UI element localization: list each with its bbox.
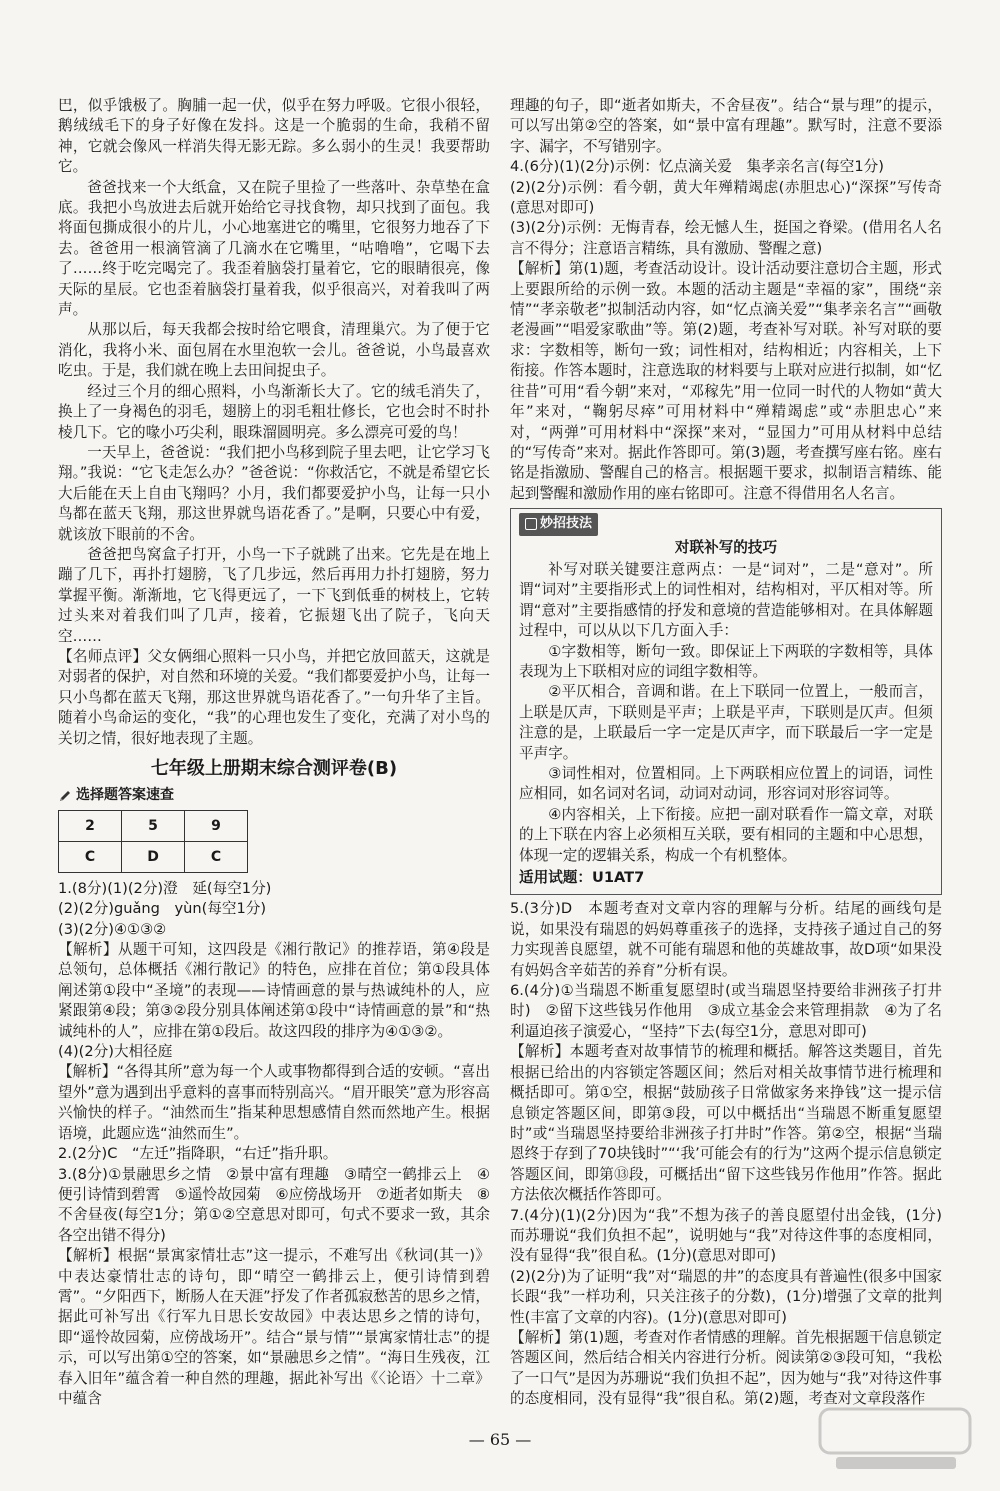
answer-line: 理趣的句子，即“逝者如斯夫，不舍昼夜”。结合“景与理”的提示，可以写出第②空的答案，如“景中富有理趣”。默写时，注意不要添字、漏字，不写错别字。	[510, 97, 942, 155]
answer-line: (3)(2分)④①③②	[58, 920, 167, 938]
tip-box	[510, 508, 942, 895]
question-number-cell: 9	[185, 810, 248, 841]
answer-line: (2)(2分)为了证明“我”对“瑞恩的井”的态度具有普遍性(很多中国家长跟“我”一样功利，只关注孩子的分数)，(1分)增强了文章的批判性(丰富了文章的内容)。(1分)(意思对即可)	[510, 1267, 942, 1326]
story-paragraph: 一天早上，爸爸说：“我们把小鸟移到院子里去吧，让它学习飞翔。”我说：“它飞走怎么办？”爸爸说：“你救活它，不就是希望它长大后能在天上自由飞翔吗？小月，我们都要爱护小鸟，让每一只小鸟都在蓝天飞翔，那这世界就鸟语花香了。”是啊，只要心中有爱，就该放下眼前的不舍。	[58, 443, 490, 543]
tip-paragraph: ③词性相对，位置相同。上下两联相应位置上的词语，词性应相同，如名词对名词，动词对动词，形容词对形容词等。	[519, 765, 933, 803]
answer-line: 7.(4分)(1)(2分)因为“我”不想为孩子的善良愿望付出金钱，(1分)而苏珊说“我们负担不起”，说明她与“我”对待这件事的态度相同，没有显得“我”很自私。(1分)(意思对即可)	[510, 1206, 942, 1265]
answer-line: (2)(2分)guǎng yùn(每空1分)	[58, 900, 267, 918]
answer-line: 3.(8分)①景融思乡之情 ②景中富有理趣 ③晴空一鹤排云上 ④便引诗情到碧霄 ⑤遥怜故园菊 ⑥应傍战场开 ⑦逝者如斯夫 ⑧不舍昼夜(每空1分；第①②空意思对即可，句式不要求一致，其余各空出错不得分)	[58, 1165, 490, 1244]
answer-line: 2.(2分)C “左迁”指降职，“右迁”指升职。	[58, 1145, 338, 1163]
tip-paragraph: ①字数相等，断句一致。即保证上下两联的字数相等，具体表现为上下联相对应的词组字数相等。	[519, 642, 933, 680]
answer-line: 6.(4分)①当瑞恩不断重复愿望时(或当瑞恩坚持要给非洲孩子打井时) ②留下这些钱另作他用 ③成立基金会来管理捐款 ④为了名利逼迫孩子演爱心，“坚持”下去(每空1分，意思对即可)	[510, 982, 942, 1040]
tip-badge-label: 妙招技法	[540, 516, 593, 532]
watermark-logo	[816, 1403, 976, 1473]
teacher-comment: 【名师点评】父女俩细心照料一只小鸟，并把它放回蓝天，这就是对弱者的保护，对自然和环境的关爱。“我们都要爱护小鸟，让每一只小鸟都在蓝天飞翔，那这世界就鸟语花香了。”一句升华了主旨。随着小鸟命运的变化，“我”的心理也发生了变化，充满了对小鸟的关切之情，很好地表现了主题。	[58, 647, 490, 747]
pencil-icon	[58, 789, 72, 803]
tip-paragraph: 补写对联关键要注意两点：一是“词对”，二是“意对”。所谓“词对”主要指形式上的词性相对，结构相对，平仄相对等。所谓“意对”主要指感情的抒发和意境的营造能够相对。在具体解题过程中，可以从以下几方面入手：	[519, 560, 933, 640]
answer-table-row	[59, 841, 248, 872]
question-number-cell: 2	[59, 810, 122, 841]
analysis: 【解析】“各得其所”意为每一个人或事物都得到合适的安顿。“喜出望外”意为遇到出乎意料的喜事而特别高兴。“眉开眼笑”意为形容高兴愉快的样子。“油然而生”指某种思想感情自然而然地产生。根据语境，此题应选“油然而生”。	[58, 1063, 490, 1142]
tip-footer: 适用试题：U1AT7	[519, 869, 645, 887]
story-paragraph: 爸爸把鸟窝盒子打开，小鸟一下子就跳了出来。它先是在地上蹦了几下，再扑打翅膀，飞了几步远，然后再用力扑打翅膀，努力掌握平衡。渐渐地，它飞得更远了，一下飞到低垂的树枝上，它转过头来对着我们叫了几声，接着，它振翅飞出了院子，飞向天空……	[58, 545, 490, 645]
story-paragraph: 从那以后，每天我都会按时给它喂食，清理巢穴。为了便于它消化，我将小米、面包屑在水里泡软一会儿。爸爸说，小鸟最喜欢吃虫。于是，我们就在晚上去田间捉虫子。	[58, 321, 490, 380]
story-paragraph: 爸爸找来一个大纸盒，又在院子里捡了一些落叶、杂草垫在盒底。我把小鸟放进去后就开始给它寻找食物，却只找到了面包。我将面包撕成很小的片儿，小心地塞进它的嘴里，它很努力地吞了下去。爸爸用一根滴管滴了几滴水在它嘴里，“咕噜噜”，它喝下去了……终于吃完喝完了。我歪着脑袋打量着它，它的眼睛很亮，像天际的星辰。它也歪着脑袋打量着我，似乎很高兴，对着我叫了两声。	[58, 178, 490, 319]
tip-badge	[519, 513, 598, 535]
analysis: 【解析】从题干可知，这四段是《湘行散记》的推荐语，第④段是总领句，总体概括《湘行散记》的特色，应排在首位；第①段具体阐述第①段中“圣境”的表现——诗情画意的景与热诚纯朴的人，应紧跟第④段；第③②段分别具体阐述第①段中“诗情画意的景”和“热诚纯朴的人”，应排在第①段后。故这四段的排序为④①③②。	[58, 941, 490, 1040]
answer-cell: D	[122, 841, 185, 872]
answer-table	[58, 810, 248, 873]
answer-line: (4)(2分)大相径庭	[58, 1043, 173, 1061]
story-paragraph: 巴，似乎饿极了。胸脯一起一伏，似乎在努力呼吸。它很小很轻，鹅绒绒毛下的身子好像在发抖。这是一个脆弱的生命，我稍不留神，它就会像风一样消失得无影无踪。多么弱小的生灵！我要帮助它。	[58, 97, 490, 176]
answer-line: (2)(2分)示例：看今朝，黄大年殚精竭虑(赤胆忠心)“深探”写传奇(意思对即可)	[510, 178, 942, 217]
answer-line: 5.(3分)D 本题考查对文章内容的理解与分析。结尾的画线句是说，如果没有瑞恩的妈妈尊重孩子的选择，支持孩子通过自己的努力实现善良愿望，就不可能有瑞恩和他的英雄故事，故D项“如果没有妈妈含辛茹苦的养育”分析有误。	[510, 900, 942, 979]
answer-cell: C	[59, 841, 122, 872]
analysis: 【解析】第(1)题，考查对作者情感的理解。首先根据题干信息锁定答题区间，然后结合相关内容进行分析。阅读第②③段可知，“我松了一口气”是因为苏珊说“我们负担不起”，因为她与“我”对待这件事的态度相同，没有显得“我”很自私。第(2)题，考查对文章段落作	[510, 1328, 942, 1408]
right-column	[510, 96, 942, 1410]
page-number: — 65 —	[468, 1430, 532, 1449]
analysis: 【解析】本题考查对故事情节的梳理和概括。解答这类题目，首先根据已给出的内容锁定答题区间；然后对相关故事情节进行梳理和概括即可。第①空，根据“鼓励孩子日常做家务来挣钱”这一提示信息锁定答题区间，即第③段，可以中概括出“当瑞恩不断重复愿望时”或“当瑞恩坚持要给非洲孩子打井时”作答。第②空，根据“当瑞恩终于存到了70块钱时”“‘我’可能会有的行为”这两个提示信息锁定答题区间，即第⑬段，可概括出“留下这些钱另作他用”作答。据此方法依次概括作答即可。	[510, 1043, 942, 1204]
tip-icon	[525, 518, 537, 530]
section-title: 七年级上册期末综合测评卷(B)	[150, 758, 398, 779]
quick-answer-label: 选择题答案速查	[76, 787, 174, 804]
tip-header	[519, 513, 933, 535]
answer-line: 1.(8分)(1)(2分)澄 延(每空1分)	[58, 879, 272, 897]
answer-cell: C	[185, 841, 248, 872]
tip-title: 对联补写的技巧	[674, 538, 778, 556]
analysis: 【解析】根据“景寓家情壮志”这一提示，不难写出《秋词(其一)》中表达豪情壮志的诗句，即“晴空一鹤排云上，便引诗情到碧霄”。“夕阳西下，断肠人在天涯”抒发了作者孤寂愁苦的思乡之情，据此可补写出《行军九日思长安故园》中表达思乡之情的诗句，即“遥怜故园菊，应傍战场开”。结合“景与情”“景寓家情壮志”的提示，可以写出第①空的答案，如“景融思乡之情”。“海日生残夜，江春入旧年”蕴含着一种自然的理趣，据此补写出《〈论语〉十二章》中蕴含	[58, 1247, 490, 1407]
answer-line: 4.(6分)(1)(2分)示例：忆点滴关爱 集孝亲名言(每空1分)	[510, 158, 884, 176]
quick-answer-heading	[58, 785, 490, 805]
answer-line: (3)(2分)示例：无悔青春，绘无憾人生，挺国之脊梁。(借用名人名言不得分；注意语言精练，具有激励、警醒之意)	[510, 219, 942, 257]
analysis: 【解析】第(1)题，考查活动设计。设计活动要注意切合主题，形式上要跟所给的示例一致。本题的活动主题是“幸福的家”，围绕“亲情”“孝亲敬老”拟制活动内容，如“忆点滴关爱”“集孝亲名言”“画敬老漫画”“唱爱家歌曲”等。第(2)题，考查补写对联。补写对联的要求：字数相等，断句一致；词性相对，结构相近；内容相关，上下衔接。作答本题时，注意选取的材料要与上联对应进行拟制，如“忆往昔”可用“看今朝”来对，“邓稼先”用一位同一时代的人物如“黄大年”来对，“鞠躬尽瘁”可用材料中“殚精竭虑”或“赤胆忠心”来对，“两弹”可用材料中“深探”来对，“显国力”可用从材料中总结的“写传奇”来对。据此作答即可。第(3)题，考查撰写座右铭。座右铭是指激励、警醒自己的格言。根据题干要求，拟制语言精练、能起到警醒和激励作用的座右铭即可。注意不得借用名人名言。	[510, 260, 942, 502]
story-paragraph: 经过三个月的细心照料，小鸟渐渐长大了。它的绒毛消失了，换上了一身褐色的羽毛，翅膀上的羽毛粗壮修长，它也会时不时扑棱几下。它的喙小巧尖利，眼珠溜圆明亮。多么漂亮可爱的鸟！	[58, 382, 490, 441]
answer-table-row	[59, 810, 248, 841]
left-column	[58, 96, 490, 1409]
question-number-cell: 5	[122, 810, 185, 841]
tip-paragraph: ②平仄相合，音调和谐。在上下联同一位置上，一般而言，上联是仄声，下联则是平声；上联是平声，下联则是仄声。但须注意的是，上联最后一字一定是仄声字，而下联最后一字一定是平声字。	[519, 683, 933, 762]
tip-paragraph: ④内容相关，上下衔接。应把一副对联看作一篇文章，对联的上下联在内容上必须相互关联，要有相同的主题和中心思想，体现一定的逻辑关系，构成一个有机整体。	[519, 805, 933, 864]
